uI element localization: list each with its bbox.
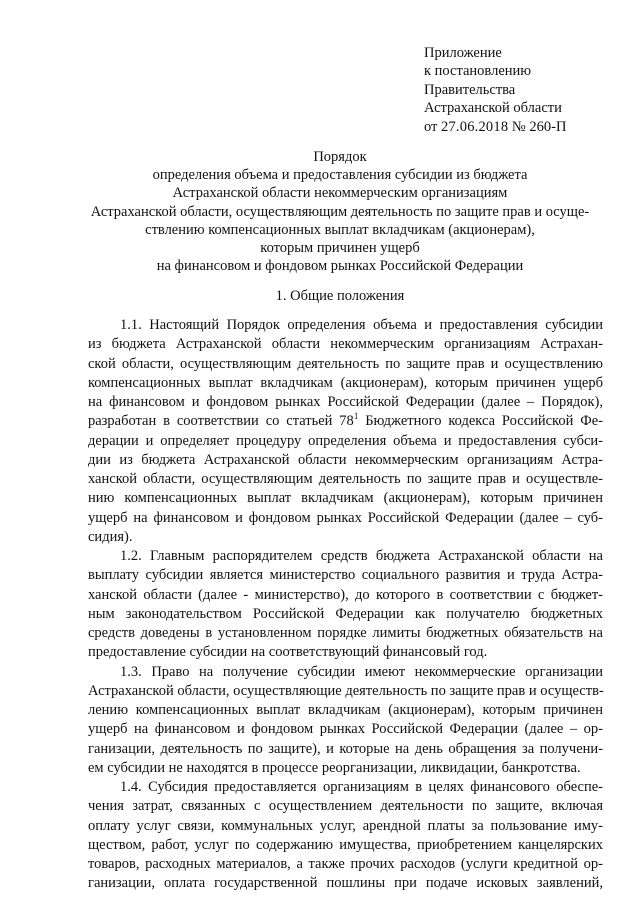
title-line: ствлению компенсационных выплат вкладчикам (акционерам),	[145, 221, 535, 238]
text-line: сидия).	[88, 528, 133, 545]
text-line: ганизации, деятельность по защите), и которые на день обращения за получени-	[88, 740, 603, 757]
text-line: ущерб на финансовом и фондовом рынках Российской Федерации (далее – суб-	[88, 509, 603, 526]
text-line: на финансовом и фондовом рынках Российской Федерации (далее – Порядок),	[88, 394, 603, 410]
document-body	[88, 316, 603, 894]
article-superscript: 1	[353, 411, 359, 422]
title-line: Порядок	[313, 149, 367, 165]
text-line: ганизации, оплата государственной пошлины при подаче исковых заявлений,	[88, 875, 603, 892]
resolution-number: 260-П	[529, 118, 567, 135]
paragraph-1-4	[88, 778, 603, 894]
text-line: нию компенсационных выплат вкладчикам (акционерам), которым причинен	[88, 490, 603, 507]
appendix-date-line	[424, 118, 566, 136]
section-heading: 1. Общие положения	[275, 288, 405, 304]
text-line: ханской области, осуществляющим деятельность по защите прав и осуществле-	[88, 471, 603, 487]
text-line: чения затрат, связанных с осуществлением деятельности по защите, включая	[88, 798, 603, 815]
text-line: ущерб на финансовом и фондовом рынках Российской Федерации (далее – ор-	[88, 721, 603, 738]
text-line: ской области, осуществляющим деятельность по защите прав и осуществлению	[88, 355, 603, 372]
paragraph-1-2	[88, 547, 603, 663]
text-line: оплату услуг связи, коммунальных услуг, арендной платы за пользование иму-	[88, 817, 603, 834]
text-line: ем субсидии не находятся в процессе реорганизации, ликвидации, банкротства.	[88, 759, 581, 776]
paragraph-1-3	[88, 663, 603, 779]
title-line: на финансовом и фондовом рынках Российской Федерации	[156, 258, 524, 275]
text-line: лению компенсационных выплат вкладчикам (акционерам), которым причинен	[88, 702, 603, 718]
text-line-with-superscript	[88, 412, 603, 431]
document-title	[70, 148, 610, 275]
text-line: дерации и определяет процедуру определения объема и предоставления субси-	[88, 432, 603, 449]
text-line: из бюджета Астраханской области некоммерческим организациям Астрахан-	[88, 336, 603, 353]
appendix-block	[424, 44, 566, 136]
text-line: ханской области (далее - министерство), до которого в соответствии с бюджет-	[88, 586, 603, 603]
text-line: 1.4. Субсидия предоставляется организациям в целях финансового обеспе-	[120, 779, 603, 795]
appendix-line: Приложение	[424, 45, 502, 61]
text-fragment: разработан в соответствии со статьей 78	[88, 413, 354, 430]
date-prefix: от	[424, 118, 438, 135]
resolution-date: 27.06.2018	[441, 118, 509, 135]
text-line: 1.2. Главным распорядителем средств бюджета Астраханской области на	[120, 548, 603, 564]
text-line: дии из бюджета Астраханской области некоммерческим организациям Астра-	[88, 451, 603, 468]
text-line: средств доведены в установленном порядке лимиты бюджетных обязательств на	[88, 625, 603, 641]
text-line: компенсационных выплат вкладчикам (акционерам), которым причинен ущерб	[88, 374, 603, 391]
title-line: определения объема и предоставления субсидии из бюджета	[152, 167, 528, 184]
text-line: ным законодательством Российской Федерации как получателю бюджетных	[88, 605, 603, 622]
appendix-line: Правительства	[424, 81, 516, 98]
text-line: 1.3. Право на получение субсидии имеют некоммерческие организации	[120, 663, 603, 680]
number-sign: №	[511, 118, 526, 135]
text-line: выплату субсидии является министерство социального развития и труда Астра-	[88, 567, 603, 584]
appendix-line: Астраханской области	[424, 100, 562, 117]
text-line: товаров, расходных материалов, а также прочих расходов (услуги кредитной ор-	[88, 856, 603, 872]
text-fragment: Бюджетного кодекса Российской Фе-	[358, 413, 603, 430]
text-line: 1.1. Настоящий Порядок определения объема и предоставления субсидии	[120, 317, 603, 333]
text-line: Астраханской области, осуществляющие деятельность по защите прав и осуществ-	[88, 682, 604, 699]
text-line: предоставление субсидии на соответствующий финансовый год.	[88, 644, 488, 661]
paragraph-1-1	[88, 316, 603, 547]
text-line: ществом, работ, услуг по содержанию имущества, приобретением канцелярских	[88, 836, 603, 853]
title-line: которым причинен ущерб	[260, 240, 420, 257]
appendix-line: к постановлению	[424, 63, 532, 80]
title-line: Астраханской области, осуществляющим деятельность по защите прав и осуще-	[90, 203, 590, 220]
title-line: Астраханской области некоммерческим организациям	[172, 185, 508, 202]
